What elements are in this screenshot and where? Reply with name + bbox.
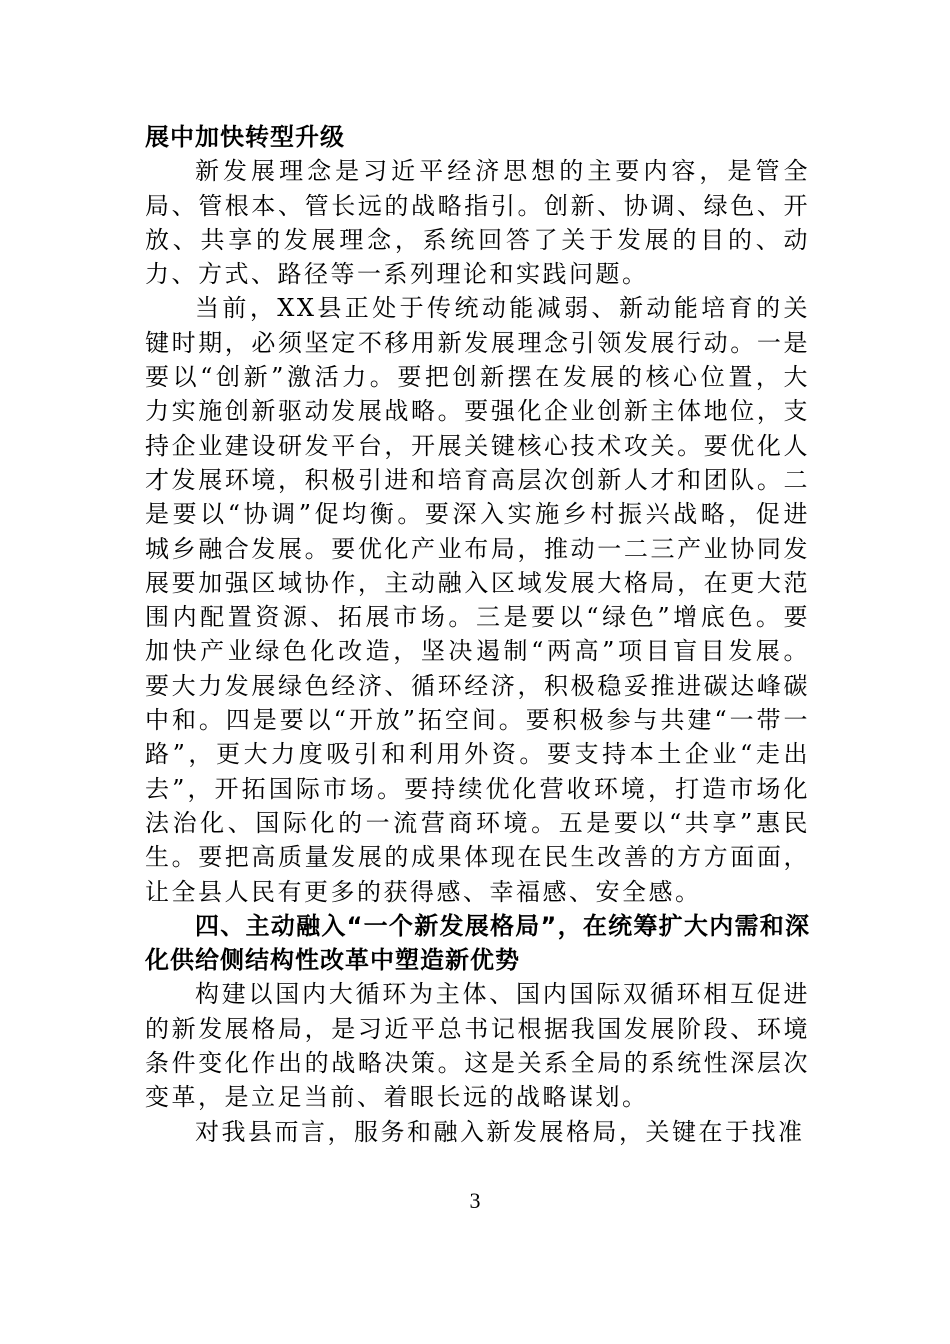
body-paragraph: 构建以国内大循环为主体、国内国际双循环相互促进的新发展格局，是习近平总书记根据我国发展阶段、环境条件变化作出的战略决策。这是关系全局的系统性深层次变革，是立足当前、着眼长远的战略谋划。 [145, 980, 810, 1112]
section-heading: 四、主动融入“一个新发展格局”，在统筹扩大内需和深化供给侧结构性改革中塑造新优势 [145, 911, 810, 975]
body-paragraph: 对我县而言，服务和融入新发展格局，关键在于找准 [195, 1117, 805, 1146]
continued-section-heading: 展中加快转型升级 [145, 123, 345, 151]
body-paragraph: 新发展理念是习近平经济思想的主要内容，是管全局、管根本、管长远的战略指引。创新、协调、绿色、开放、共享的发展理念，系统回答了关于发展的目的、动力、方式、路径等一系列理论和实践问题。 [145, 157, 810, 289]
body-paragraph: 当前，XX县正处于传统动能减弱、新动能培育的关键时期，必须坚定不移用新发展理念引领发展行动。一是要以“创新”激活力。要把创新摆在发展的核心位置，大力实施创新驱动发展战略。要强化企业创新主体地位，支持企业建设研发平台，开展关键核心技术攻关。要优化人才发展环境，积极引进和培育高层次创新人才和团队。二是要以“协调”促均衡。要深入实施乡村振兴战略，促进城乡融合发展。要优化产业布局，推动一二三产业协同发展要加强区域协作，主动融入区域发展大格局，在更大范围内配置资源、拓展市场。三是要以“绿色”增底色。要加快产业绿色化改造，坚决遏制“两高”项目盲目发展。要大力发展绿色经济、循环经济，积极稳妥推进碳达峰碳中和。四是要以“开放”拓空间。要积极参与共建“一带一路”，更大力度吸引和利用外资。要支持本土企业“走出去”，开拓国际市场。要持续优化营收环境，打造市场化法治化、国际化的一流营商环境。五是要以“共享”惠民生。要把高质量发展的成果体现在民生改善的方方面面，让全县人民有更多的获得感、幸福感、安全感。 [145, 294, 810, 906]
page-number: 3 [469, 1188, 481, 1213]
document-body [145, 120, 810, 1149]
